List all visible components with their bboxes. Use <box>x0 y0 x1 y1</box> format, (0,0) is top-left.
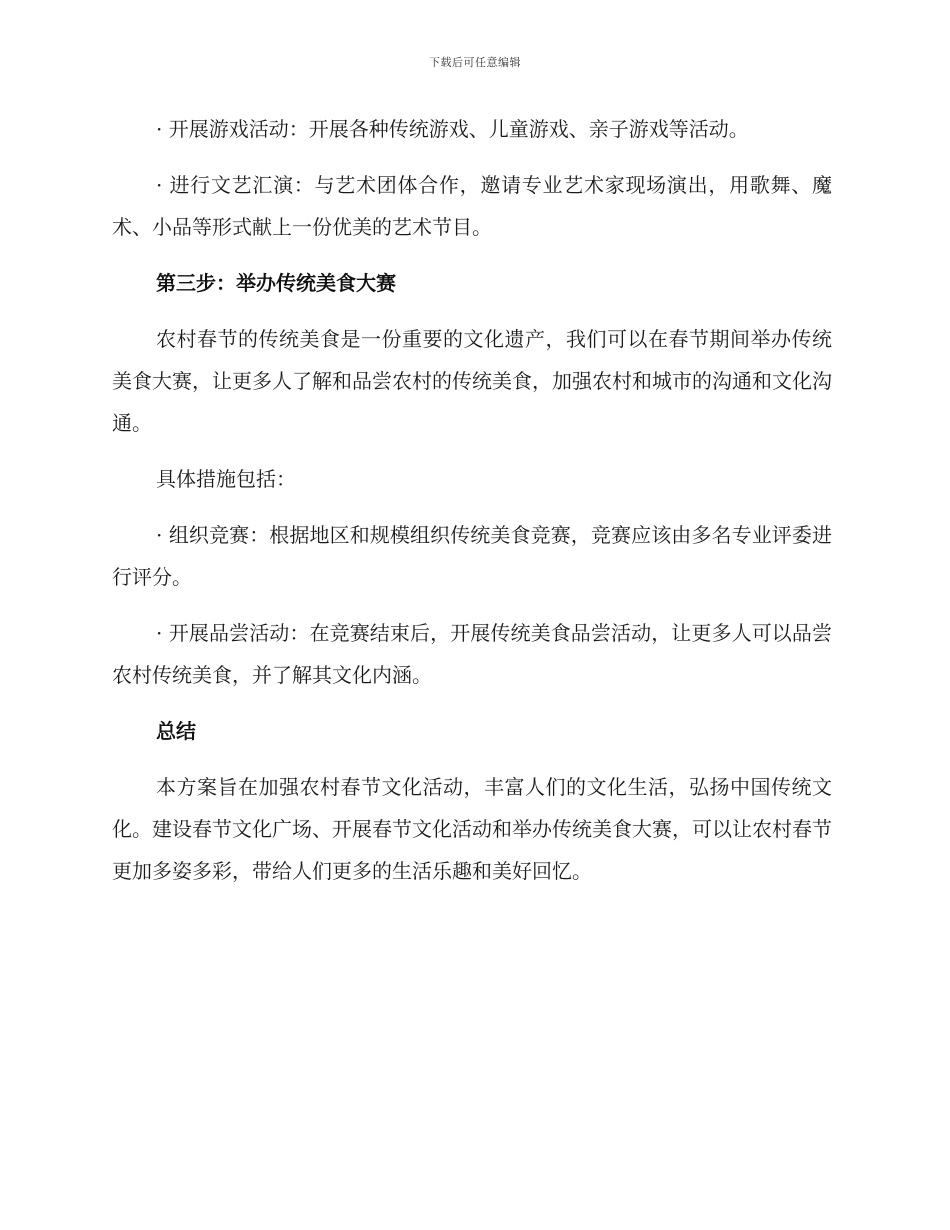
bullet-art-performance: · 进行文艺汇演：与艺术团体合作，邀请专业艺术家现场演出，用歌舞、魔术、小品等形式献上一份优美的艺术节目。 <box>112 173 832 239</box>
document-body <box>112 108 832 906</box>
page-header: 下载后可任意编辑 <box>429 56 521 69</box>
bullet-tasting-activity: · 开展品尝活动：在竞赛结束后，开展传统美食品尝活动，让更多人可以品尝农村传统美食，并了解其文化内涵。 <box>112 621 832 687</box>
section-heading-step-three: 第三步：举办传统美食大赛 <box>156 271 396 295</box>
paragraph-summary: 本方案旨在加强农村春节文化活动，丰富人们的文化生活，弘扬中国传统文化。建设春节文化广场、开展春节文化活动和举办传统美食大赛，可以让农村春节更加多姿多彩，带给人们更多的生活乐趣和美好回忆。 <box>112 775 832 883</box>
bullet-organize-contest: · 组织竞赛：根据地区和规模组织传统美食竞赛，竞赛应该由多名专业评委进行评分。 <box>112 523 832 589</box>
paragraph-measures-intro: 具体措施包括： <box>156 467 296 491</box>
section-heading-summary: 总结 <box>156 719 196 743</box>
bullet-game-activities: · 开展游戏活动：开展各种传统游戏、儿童游戏、亲子游戏等活动。 <box>156 117 749 141</box>
paragraph-food-contest-intro: 农村春节的传统美食是一份重要的文化遗产，我们可以在春节期间举办传统美食大赛，让更多人了解和品尝农村的传统美食，加强农村和城市的沟通和文化沟通。 <box>112 327 832 435</box>
